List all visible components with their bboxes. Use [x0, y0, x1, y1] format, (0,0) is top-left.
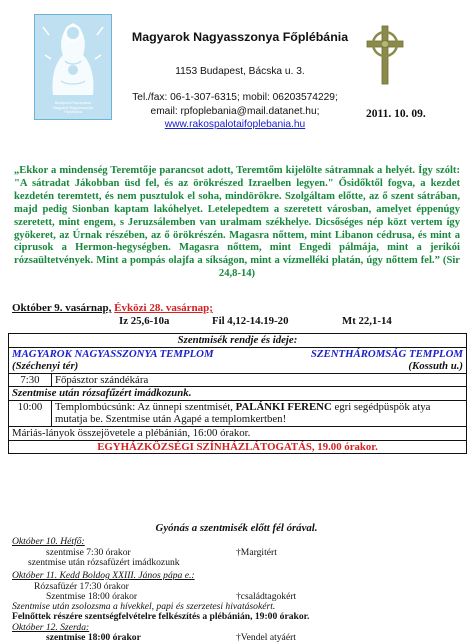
- mass-intention: Főpásztor szándékára: [52, 373, 467, 387]
- feast-description: Templombúcsúnk: Az ünnepi szentmisét, PALÁNKI FERENC egri segédpüspök atya mutatja be. Szentmise után Agapé a templomkertben!: [52, 400, 467, 426]
- reading-1: Iz 25,6-10a: [119, 315, 170, 327]
- sunday-heading: [12, 302, 213, 314]
- day-line: Rózsafüzér 17:30 órakor: [34, 580, 129, 592]
- day-line: szentmise 7:30 órakor: [46, 546, 131, 558]
- contact-block: [107, 91, 363, 132]
- scripture-quote: „Ekkor a mindenség Teremtője parancsot adott, Teremtőm kijelölte sátramnak a helyét. Így szólt: "A sátradat Jákobban üsd fel, és az örökrészed Izraelben legyen." Ősidőktől fogva, a kezdet kezdetén teremtett, és nem pusztulok el soha, mindörökre. Szolgáltam előtte, az ő szent sátrában, majd pedig Sionban kaptam lakóhelyet. Letelepedtem a szeretett városban, amelyet éppenúgy szeretett, mint engem, s Jeruzsálemben van uralmam székhelye. Dicsőséges nép közt vertem így gyökeret, az Úrnak részében, az ő örökrészén. Magasra nőttem, mint Libanon cédrusa, és mint a ciprusok a Hermon-hegységben. Magasra nőttem, mint Engedi pálmája, mint a jerikói rózsaültetvények. Mint a pompás olajfa a síkságon, mint a vízmelléki platán, úgy nőttem fel.” (Sir 24,8-14): [14, 165, 460, 280]
- mass-time: 10:00: [9, 400, 52, 426]
- day-line: szentmise után rózsafüzért imádkozunk: [28, 557, 180, 569]
- mass-schedule-table: [8, 333, 467, 454]
- schedule-heading: Szentmisék rendje és ideje:: [9, 334, 467, 348]
- confession-note: Gyónás a szentmisék előtt fél órával.: [155, 522, 318, 534]
- sunday-week: Évközi 28. vasárnap;: [114, 302, 213, 314]
- parish-address: 1153 Budapest, Bácska u. 3.: [175, 66, 305, 77]
- table-row: [9, 373, 467, 387]
- table-row: [9, 387, 467, 401]
- celebrant-name: PALÁNKI FERENC: [235, 400, 332, 413]
- youth-meeting-note: Máriás-lányok összejövetele a plébánián, 16:00 órakor.: [9, 426, 467, 440]
- day-line: Felnőttek részére szentségfelvételre felkészítés a plébánián, 19:00 órakor.: [12, 610, 310, 622]
- reading-2: Fil 4,12-14.19-20: [212, 315, 289, 327]
- mass-intention: †családtagokért: [236, 591, 297, 603]
- mass-intention: †Vendel atyáért: [236, 632, 296, 643]
- mass-time: 7:30: [9, 373, 52, 387]
- day-heading: Október 10. Hétfő:: [12, 536, 85, 547]
- mass-intention: †Margitért: [236, 546, 277, 558]
- website-link[interactable]: www.rakospalotaifoplebania.hu: [164, 119, 306, 130]
- parish-logo: [34, 14, 112, 120]
- celtic-cross-icon: [363, 24, 407, 86]
- church-2-place: (Kossuth u.): [408, 359, 463, 372]
- church-1-name: MAGYAROK NAGYASSZONYA TEMPLOM: [12, 347, 214, 360]
- table-row: [9, 440, 467, 454]
- theatre-visit-note: EGYHÁZKÖZSÉGI SZÍNHÁZLÁTOGATÁS, 19.00 órakor.: [9, 440, 467, 454]
- parish-name: Magyarok Nagyasszonya Főplébánia: [131, 30, 349, 44]
- church-1-place: (Széchenyi tér): [12, 359, 79, 372]
- day-heading: Október 12. Szerda:: [12, 621, 90, 633]
- day-line: Szentmise 18:00 órakor: [46, 591, 138, 603]
- schedule-heading-row: [9, 334, 467, 348]
- church-2-name: SZENTHÁROMSÁG TEMPLOM: [310, 347, 463, 360]
- day-line: szentmise 18:00 órakor: [46, 632, 141, 643]
- bulletin-date: 2011. 10. 09.: [366, 108, 426, 120]
- reading-3: Mt 22,1-14: [342, 315, 392, 327]
- churches-row: [9, 347, 467, 373]
- sunday-date: Október 9. vasárnap,: [12, 302, 112, 314]
- phone-line: Tel./fax: 06-1-307-6315; mobil: 06203574229;: [132, 92, 338, 103]
- sunday-readings: [12, 315, 462, 329]
- logo-caption: Budapest-Rákospalota Magyarok Nagyasszonya Főplébánia: [52, 101, 94, 115]
- email-line: email: rpfoplebania@mail.datanet.hu;: [150, 105, 320, 117]
- rosary-note: Szentmise után rózsafűzért imádkozunk.: [9, 387, 467, 401]
- table-row: [9, 426, 467, 440]
- table-row: [9, 400, 467, 426]
- day-heading: Október 11. Kedd Boldog XXIII. János pápa e.:: [12, 570, 195, 582]
- day-line: Szentmise után zsolozsma a hívekkel, papi és szerzetesi hivatásokért.: [12, 600, 276, 612]
